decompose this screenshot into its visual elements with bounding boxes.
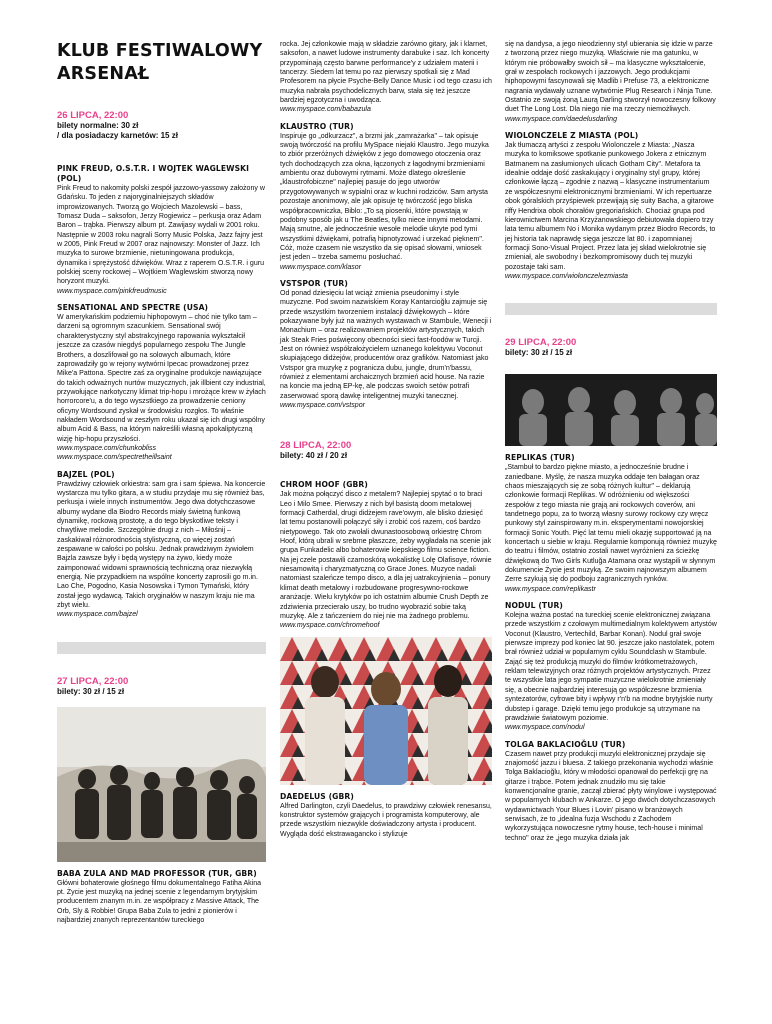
desc-daedelus: Alfred Darlington, czyli Daedelus, to prawdziwy człowiek renesansu, konstruktor systemów grających i programista komputerowy, ale przede wszystkim niezwykle doświadczony artysta i producent. Wygląda dość ekstrawagancko i stylizuje	[280, 802, 492, 838]
photo-baba-zula	[57, 707, 266, 862]
desc-wiolonczele: Jak tłumaczą artyści z zespołu Wiolonczele z Miasta: „Nasza muzyka to komiksowe spotkanie punkowego Jokera z etnicznym Batmanem na zasłumionych ulicach Gotham City". Metafora ta idealnie oddaje dość zaskakujący i oryginalny styl grupy, której członkowie łączą – zgodnie z nazwą – klasyczne instrumentarium ze współczesnymi elektronicznymi brzmieniami. W ich repertuarze obok góralskich przyśpiewek przewijają się suity Bacha, a gitarowe riffy Hendrixa obok chorałów gregoriańskich. Chociaż grupa pod kierownictwem Marcina Krzyżanowskiego debiutowała dopiero trzy lata temu albumem No i Monika wydanym przez Biodro Records, to jej historia tak naprawdę sięga jeszcze lat 80. i zapomnianej formacji Sono-Visual Project. Przez lata jej skład wielokrotnie się zmieniał, ale swobodny i bezkompromisowy duch tej muzyki pozostaje taki sam.	[505, 142, 716, 271]
photo-daedelus	[280, 637, 492, 785]
column-1	[57, 40, 266, 926]
url-nodul[interactable]: www.myspace.com/nodul	[505, 724, 585, 732]
tickets-28: bilety: 40 zł / 20 zł	[280, 451, 348, 461]
desc-vstspor: Od ponad dziesięciu lat wciąż zmienia pseudonimy i style muzyczne. Pod swoim nazwiskiem Koray Kantarcioğlu zajmuje się przede wszystkim tworzeniem instalacji dźwiękowych – które pokazywane były już na ważnych wystawach w Stambule, Wenecji i Monachium – oraz realizowaniem projektów artystycznych, takich jak Steak Fries poświęcony obecności sieci fast-foodów w Turcji. Jest on również współzałożycielem uznanego kolektywu Voconut skupiającego didżejów, producentów oraz grafików. Natomiast jako Vstspor gra muzykę z pogranicza dubu, jungle, drum'n'bassu, również z elementami archaicznych brzmień acid house. Na razie na koncie ma jedną EP-kę, ale podczas swoich setów potrafi zaserwować sporą dawkę inteligentnej muzyki tanecznej.	[280, 289, 492, 400]
section-divider	[505, 303, 717, 315]
desc-replikas: „Stambuł to bardzo piękne miasto, a jednocześnie brudne i zaniedbane. Myślę, że nasza muzyka oddaje ten bałagan oraz chaos mieszających się ze sobą różnych kultur" – deklarują członkowie formacji Replikas. W odróżnieniu od większości zespołów z tego miasta nie grają ani rockowych coverów, ani tandetnego popu, za to tworzą własny surowy rockowy czy wręcz punkowy styl zainspirowany m.in. eksperymentami nowojorskiej formacji Sonic Youth. Pięć lat temu mieli okazję supportować ją na koncertach u siebie w kraju. Regularnie komponują również muzykę do teatru i filmów, ostatnio zostali nawet wyróżnieni za ścieżkę dźwiękową do Two Girls Kutluğa Atamana oraz wystąpili w słynnym dokumencie Życie jest muzyką. Ze swoim najnowszym albumem Zerre szykują się do podboju zagranicznych rynków.	[505, 464, 717, 584]
act-klaustro: KLAUSTRO (TUR)	[280, 121, 354, 131]
tickets-29: bilety: 30 zł / 15 zł	[505, 348, 573, 358]
desc-daedelus-cont: się na dandysa, a jego nieodzienny styl ubierania się idzie w parze z tworzoną przez niego muzyką. Właściwie nie ma gatunku, w którym nie próbowałby swoich sił – ma klasyczne wykształcenie, grał w zespołach rockowych i jazzowych. Jego produkcjami hiphopowymi fascynowali się Madlib i Prefuse 73, a elektroniczne nagrania wydawały uznane wytwórnie Plug Research i Ninja Tune. Ostatnio ze swoją żoną Laurą Darling stworzył nowoczesny folkowy duet The Long Lost. Dla niego nie ma rzeczy niemożliwych.	[505, 41, 716, 114]
url-bajzel[interactable]: www.myspace.com/bajzel	[57, 611, 138, 619]
url-sensational-2[interactable]: www.myspace.com/spectretheillsaint	[57, 454, 172, 462]
column-2	[280, 40, 492, 839]
tickets-26-line2: / dla posiadaczy karnetów: 15 zł	[57, 131, 178, 140]
act-baba-zula: BABA ZULA AND MAD PROFESSOR (TUR, GBR)	[57, 868, 257, 878]
date-28: 28 LIPCA, 22:00	[280, 440, 352, 452]
url-sensational-1[interactable]: www.myspace.com/chunkobliss	[57, 444, 157, 452]
url-replikas[interactable]: www.myspace.com/replikastr	[505, 585, 596, 593]
date-26: 26 LIPCA, 22:00	[57, 110, 129, 121]
desc-sensational: W amerykańskim podziemiu hiphopowym – choć nie tylko tam – darzeni są ogromnym szacunkiem. Sensational swój charakterystyczny styl abstrakcyjnego rapowania wykształcił jeszcze za czasów niegdyś popularnego zespołu The Jungle Brothers, a doszlifował go na solowych albumach, które zaprowadziły go w rejony wytwórni Ipecac prowadzonej przez Mike'a Pattona. Spectre zaś za oryginalne produkcje nawiązujące do takich odważnych nurtów muzycznych, jak illbient czy industrial, przywołujące narkotyczny klimat trip-hopu i mrożące krew w żyłach horrorcore'u, a do tego wyszstkiego za prowadzenie ceniony oficyny Wordsound zyskał w środowisku rozgłos. To właśnie nakładem Wordsound w zeszłym roku ukazał się ich drugi wspólny album Acid & Bass, na którym nakreślili własną apokaliptyczną wizję hip-hopu przyszłości.	[57, 314, 266, 443]
act-bajzel: BAJZEL (POL)	[57, 469, 115, 479]
desc-nodul: Kolejna ważna postać na tureckiej scenie elektronicznej związana przede wszystkim z czołowym multimedialnym kolektywem artystów Voconut (Klaustro, Vertechild, Barbar Konan). Nodul grał swoje pierwsze imprezy pod koniec lat 90. jeszcze jako nastolatek, potem brał również udział w popularnym cyklu Soundclash w Stambule. Zająć się też produkcją muzyki do filmów krótkometrażowych, reklam telewizyjnych oraz różnych projektów artystycznych. Przez te wszystkie lata jego sympatie muzyczne wielokrotnie zmieniały się, a obecnie najbardziej interesują go współczesne brzmienia syntezatorów, cyfrowe bity i wpływy r'n'b na modne brytyjskie nurty dubstep i garage. Dzięki temu jego produkcje są utrzymane na prawdziwie światowym poziomie.	[505, 612, 717, 722]
url-vstspor[interactable]: www.myspace.com/vstspor	[280, 402, 365, 410]
tickets-26-line1: bilety normalne: 30 zł	[57, 121, 139, 130]
date-27: 27 LIPCA, 22:00	[57, 675, 129, 687]
url-baba-zula[interactable]: www.myspace.com/babazula	[280, 106, 371, 114]
date-29: 29 LIPCA, 22:00	[505, 337, 577, 349]
desc-pink-freud: Pink Freud to nakomity polski zespół jazzowo-yassowy założony w Gdańsku. To jeden z najoryginalniejszych składów improwizowanych. Tworzą go Wojciech Mazolewski – bass, Tomasz Duda – saksofon, Jerzy Rogiewicz – perkusja oraz Adam Baron – trąbka. Pierwszy album pt. Zawijasy wydali w 2001 roku. Następnie w 2003 roku nagrali Sorry Music Polska, Jazz fajny jest w 2005, Pink Freud w 2007 oraz najnowszy: Monster of Jazz. Ich muzyka to surowe brzmienie, nietuningowana produkcja, dynamika i sprężystość dźwięków. Wraz z raperem O.S.T.R. i guru polskiej sceny rockowej – Wojtkiem Waglewskim stworzą nowy horyzont muzyki.	[57, 185, 265, 286]
desc-chrom-hoof: Jak można połączyć disco z metalem? Najlepiej spytać o to braci Leo i Milo Smee. Pierwszy z nich był basistą doom metalowej formacji Catherdal, drugi didżejem rave'owym, ale blisko dziesięć lat temu postanowili połączyć siły i zrobić coś razem, coś bardzo nietypowego. Tak oto zwołali dwunastoosobową orkiestrę Chrom Hoof, którą ubrali w srebrne płaszcze, żeby wygładała na scenie jak grupa Funkadelic albo bohaterowie kiepskiego filmu science fiction. Na jej czele postawili czarnoskórą wokalistkę Lolę Olafisoye, równie niesamowitą i charyzmatyczną co Grace Jones. Muzyce nadali natomiast szaleńcze tempo disco, a dla jej uatrakcyjnienia – ponury klimat death metalowy i rozbudowane progresywno-rockowe aranżacje. Wielu krytyków po ich ostatnim albumie Crush Depth ze zdziwienia przecierało uszy, bo trudno wyobrazić sobie taką muzykę. Ale z tańczeniem do niej nie ma żadnego problemu.	[280, 491, 492, 620]
act-chrom-hoof: CHROM HOOF (GBR)	[280, 480, 368, 490]
desc-baba-zula-cont: rocka. Jej członkowie mają w składzie zarówno gitary, jak i klarnet, saksofon, a nawet ludowe instrumenty darabuke i saz. Ich koncerty przypominają często barwne performance'y z udziałem materii i tancerzy. Siedem lat temu po raz pierwszy spotkali się z Mad Profesorem na płycie Psyche-Belly Dance Music i od tego czasu ich muzyka nabrała psychodelicznych barw, stała się też jeszcze bardziej egzotyczna i uwodząca.	[280, 41, 492, 105]
page-title: KLUB FESTIWALOWY ARSENAŁ	[57, 41, 263, 84]
act-daedelus: DAEDELUS (GBR)	[280, 791, 354, 801]
url-klaustro[interactable]: www.myspace.com/klasor	[280, 263, 362, 271]
act-replikas: REPLIKAS (TUR)	[505, 453, 575, 463]
tickets-27: bilety: 30 zł / 15 zł	[57, 686, 125, 696]
act-nodul: NODUL (TUR)	[505, 601, 563, 611]
act-wiolonczele: WIOLONCZELE Z MIASTA (POL)	[505, 131, 639, 141]
column-3	[505, 40, 717, 843]
act-vstspor: VSTSPOR (TUR)	[280, 278, 348, 288]
url-chrom-hoof[interactable]: www.myspace.com/chromehoof	[280, 622, 380, 630]
desc-tolga: Czasem nawet przy produkcji muzyki elektronicznej przydaje się znajomość jazzu i bluesa. Z takiego przekonania wychodzi właśnie Tolga Baklacioğlu, który w młodości opanował do perfekcji grę na gitarze i trąbce. Potem jednak znudziło mu się takie konwencjonalne granie, zaczął zbierać płyty winylowe i występować w popularnych klubach w Ankarze. O jego dwóch dotychczasowych wydawnictwach Your Blues i Lovin' pisano w branżowych serwisach, że to „idealna fuzja Wschodu z Zachodem wykorzystująca nowoczesne rytmy house, tech-house i minimal techno" oraz że „jego muzyka działa jak	[505, 750, 717, 842]
desc-klaustro: Inspiruje go „odkurzacz", a brzmi jak „zamrażarka" – tak opisuje swoją twórczość na profilu MySpace niejaki Klaustro. Jego muzyka to zbiór przeróżnych dźwięków z jego domowego otoczenia oraz tych dochodzących zza okna, łączonych z łagodnymi brzmieniami ambientu oraz dubowymi rytmami. Może dlatego określenie „klaustrofobiczne" najlepiej pasuje do jego utworów przygotowywanych w sypialni oraz w kuchni rodziców. Sam artysta pozostaje anonimowy, ale jak opisuje tę twórczość jego bliska współpracowniczka, Biblo: „To są piosenki, które powstają w podobny sposób jak u The Beatles, tylko niece innymi metodami. Mają smutne, ale jednocześnie wesołe melodie ukryte pod tymi wszystkimi dźwiękami, potrafią hipnotyzować i urzekać pięknem". Cóż, może czasem nie wszystko da się opisać słowami, wniosek jest jeden – trzeba samemu posłuchać.	[280, 132, 489, 262]
url-wiolonczele[interactable]: www.myspace.com/wiolonczelezmiasta	[505, 272, 628, 280]
act-sensational: SENSATIONAL AND SPECTRE (USA)	[57, 303, 209, 313]
desc-bajzel: Prawdziwy człowiek orkiestra: sam gra i sam śpiewa. Na koncercie wystarcza mu tylko gitara, a w studiu przydaje mu się również bas, perkusja i wiele innych instrumentów. Jego dwa dotychczasowe albumy wydane dla Biodro Records miały świetną funkową dynamikę, rockową prostotę, a do tego błyskotliwe teksty i chwytliwe melodie. Szczególnie drugi z nich – Miłośnij – zaskakiwał różnorodnością stylistyczną, co więcej zostań zespawane w całości po polsku. Jednak prawdziwym żywiołem Bajzla zawsze były i będą występy na żywo, kiedy może zaimponować widowni sprawnością techniczną oraz niezwykłą energią. Nie przypadkiem na wspólne koncerty zaprosili go m.in. Lao Che, Pogodno, Kasia Nosowska i Tymon Tymański, który został jego wydawcą. Takich oryginałów w naszym kraju nie ma zbyt wielu.	[57, 480, 266, 610]
photo-replikas	[505, 374, 717, 446]
section-divider	[57, 642, 266, 654]
url-pink-freud[interactable]: www.myspace.com/pinkfreudmusic	[57, 287, 167, 295]
desc-baba-zula: Główni bohaterowie głośnego filmu dokumentalnego Fatiha Akina pt. Życie jest muzyką na jednej scenie z legendarnym brytyjskim producentem znanym m.in. ze współpracy z Massive Attack, The Orb, Sly & Robbie! Grupa Baba Zula to jedni z pionierów i najbardziej znanych reprezentantów tureckiego	[57, 879, 262, 925]
act-pink-freud: PINK FREUD, O.S.T.R. I WOJTEK WAGLEWSKI (POL)	[57, 164, 250, 183]
act-tolga: TOLGA BAKLACIOĞLU (TUR)	[505, 739, 626, 749]
url-daedelus[interactable]: www.myspace.com/daedelusdarling	[505, 115, 618, 123]
